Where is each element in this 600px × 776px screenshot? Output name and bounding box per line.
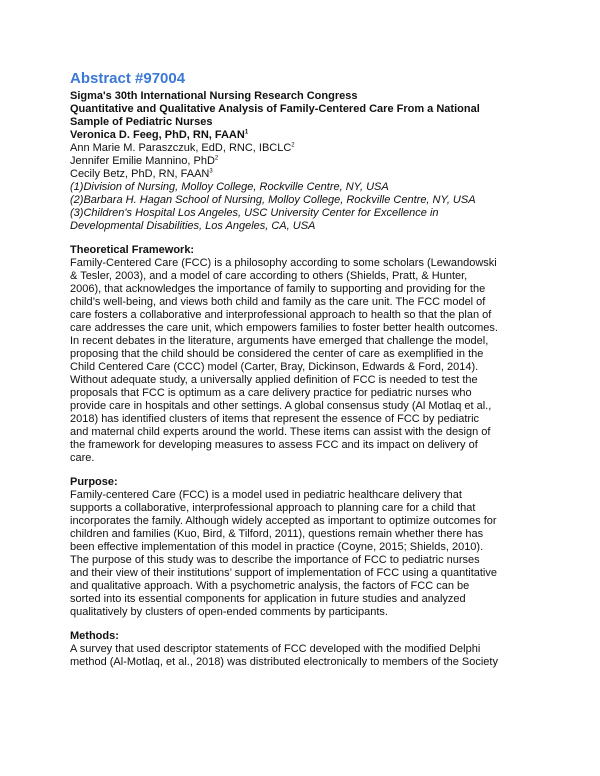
section-heading: Purpose: bbox=[70, 476, 118, 488]
author-name: Ann Marie M. Paraszczuk, EdD, RNC, IBCLC bbox=[70, 142, 292, 154]
author bbox=[70, 155, 545, 168]
body-text-line: and maternal child experts around the world. These items can assist with the design of bbox=[70, 426, 491, 438]
paper-title-line: Sample of Pediatric Nurses bbox=[70, 116, 213, 128]
author bbox=[70, 168, 545, 181]
section-body bbox=[70, 257, 545, 465]
body-text-line: qualitatively by clusters of open-ended comments by participants. bbox=[70, 606, 388, 618]
body-text-line: and their view of their institutions’ support of implementation of FCC using a quantitative bbox=[70, 567, 497, 579]
author-affiliation-marker: 3 bbox=[209, 168, 213, 175]
author-affiliation-marker: 2 bbox=[214, 155, 219, 162]
body-text-line: In recent debates in the literature, arguments have emerged that challenge the model, bbox=[70, 335, 489, 347]
body-text-line: the framework for developing measures to assess FCC and its impact on delivery of bbox=[70, 439, 478, 451]
abstract-title: Abstract #97004 bbox=[70, 70, 186, 87]
author-name: Jennifer Emilie Mannino, PhD bbox=[70, 155, 215, 167]
body-text-line: been effective implementation of this model in practice (Coyne, 2015; Shields, 2010). bbox=[70, 541, 484, 553]
abstract-content bbox=[70, 70, 545, 669]
section-heading: Methods: bbox=[70, 630, 119, 642]
abstract-sections bbox=[70, 233, 545, 669]
body-text-line: provide care in hospitals and other settings. A global consensus study (Al Motlaq et al., bbox=[70, 400, 492, 412]
affiliation-line: (2)Barbara H. Hagan School of Nursing, Molloy College, Rockville Centre, NY, USA bbox=[70, 194, 476, 206]
body-text-line: Child Centered Care (CCC) model (Carter, Bray, Dickinson, Edwards & Ford, 2014). bbox=[70, 361, 479, 373]
body-text-line: A survey that used descriptor statements of FCC developed with the modified Delphi bbox=[70, 643, 481, 655]
paper-title-line: Quantitative and Qualitative Analysis of Family-Centered Care From a National bbox=[70, 103, 480, 115]
affiliation-line: (3)Children's Hospital Los Angeles, USC University Center for Excellence in bbox=[70, 207, 439, 219]
section-heading: Theoretical Framework: bbox=[70, 244, 195, 256]
body-text-line: children and families (Kuo, Bird, & Tilford, 2011), questions remain whether there has bbox=[70, 528, 484, 540]
body-text-line: supports a collaborative, interprofessional approach to planning care for a child that bbox=[70, 502, 476, 514]
body-text-line: 2006), that acknowledges the importance of family to supporting and providing for the bbox=[70, 283, 486, 295]
body-text-line: Family-centered Care (FCC) is a model used in pediatric healthcare delivery that bbox=[70, 489, 462, 501]
body-text-line: care. bbox=[70, 452, 95, 464]
section-spacer bbox=[70, 465, 545, 476]
body-text-line: incorporates the family. Although widely accepted as important to optimize outcomes for bbox=[70, 515, 497, 527]
section-body bbox=[70, 489, 545, 619]
body-text-line: Without adequate study, a universally applied definition of FCC is needed to test the bbox=[70, 374, 478, 386]
body-text-line: method (Al-Motlaq, et al., 2018) was distributed electronically to members of the Society bbox=[70, 656, 498, 668]
body-text-line: care addresses the care unit, which empowers families to foster better health outcomes. bbox=[70, 322, 498, 334]
author-affiliation-marker: 1 bbox=[244, 129, 249, 136]
body-text-line: sorted into its essential components for application in future studies and analyzed bbox=[70, 593, 466, 605]
body-text-line: care fosters a collaborative and interprofessional approach to health so that the plan of bbox=[70, 309, 492, 321]
body-text-line: proposals that FCC is optimum as a care delivery practice for pediatric nurses who bbox=[70, 387, 472, 399]
author-name: Veronica D. Feeg, PhD, RN, FAAN bbox=[70, 129, 245, 141]
body-text-line: Family-Centered Care (FCC) is a philosophy according to some scholars (Lewandowski bbox=[70, 257, 497, 269]
congress-name: Sigma's 30th International Nursing Research Congress bbox=[70, 90, 358, 102]
body-text-line: The purpose of this study was to describe the importance of FCC to pediatric nurses bbox=[70, 554, 480, 566]
body-text-line: 2018) has identified clusters of items that represent the essence of FCC by pediatric bbox=[70, 413, 480, 425]
author bbox=[70, 142, 545, 155]
body-text-line: & Tesler, 2003), and a model of care according to others (Shields, Pratt, & Hunter, bbox=[70, 270, 468, 282]
section-spacer bbox=[70, 619, 545, 630]
section-spacer bbox=[70, 233, 545, 244]
affiliation-line: Developmental Disabilities, Los Angeles, CA, USA bbox=[70, 220, 316, 232]
author-name: Cecily Betz, PhD, RN, FAAN bbox=[70, 168, 210, 180]
affiliation-line: (1)Division of Nursing, Molloy College, Rockville Centre, NY, USA bbox=[70, 181, 389, 193]
author-affiliation-marker: 2 bbox=[291, 142, 295, 149]
body-text-line: and qualitative approach. With a psychometric analysis, the factors of FCC can be bbox=[70, 580, 470, 592]
body-text-line: child’s well-being, and views both child and family as the care unit. The FCC model of bbox=[70, 296, 486, 308]
author bbox=[70, 129, 545, 142]
body-text-line: proposing that the child should be considered the center of care as exemplified in the bbox=[70, 348, 484, 360]
section-body bbox=[70, 643, 545, 669]
